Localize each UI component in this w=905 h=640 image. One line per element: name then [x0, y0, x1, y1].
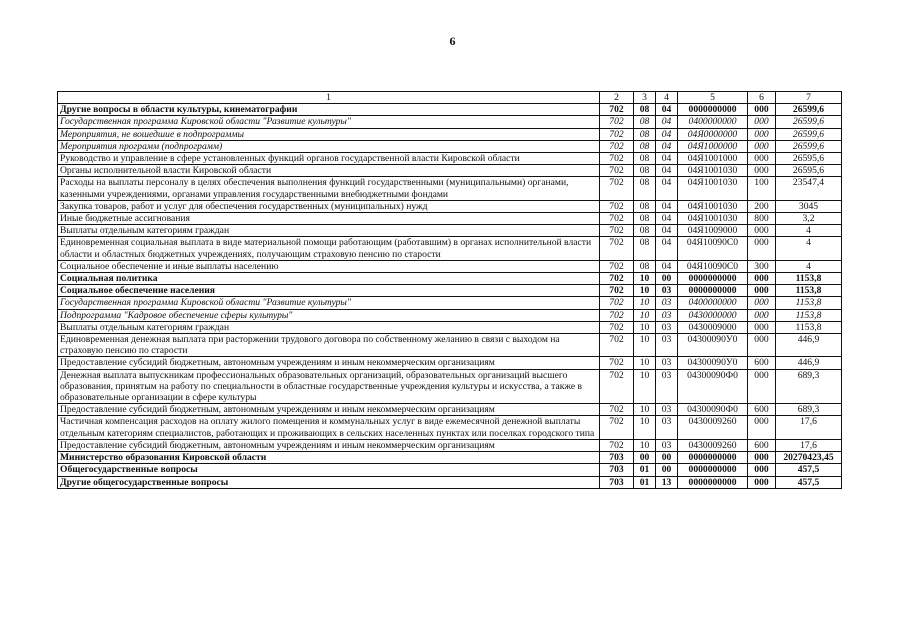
row-expense-type-cell: 100 [748, 177, 776, 200]
row-target-article-cell: 0430009260 [678, 439, 748, 451]
row-section-cell: 10 [634, 416, 656, 439]
row-ministry-code-cell: 702 [600, 225, 634, 237]
row-target-article-cell: 04300090У0 [678, 334, 748, 357]
row-subsection-cell: 03 [656, 309, 678, 321]
row-expense-type-cell: 600 [748, 404, 776, 416]
row-expense-type-cell: 000 [748, 309, 776, 321]
table-row [58, 140, 842, 152]
row-ministry-code-cell: 702 [600, 285, 634, 297]
row-expense-type-cell: 000 [748, 464, 776, 476]
row-section-cell: 10 [634, 404, 656, 416]
row-amount-cell: 1153,8 [776, 297, 842, 309]
row-ministry-code-cell: 702 [600, 140, 634, 152]
row-ministry-code-cell: 702 [600, 260, 634, 272]
row-section-cell: 08 [634, 140, 656, 152]
row-section-cell: 10 [634, 309, 656, 321]
row-section-cell: 08 [634, 165, 656, 177]
row-ministry-code-cell: 702 [600, 200, 634, 212]
row-section-cell: 08 [634, 213, 656, 225]
row-subsection-cell: 04 [656, 116, 678, 128]
row-expense-type-cell: 000 [748, 334, 776, 357]
row-ministry-code-cell: 702 [600, 369, 634, 404]
row-name-cell: Государственная программа Кировской области "Развитие культуры" [58, 116, 600, 128]
row-amount-cell: 689,3 [776, 369, 842, 404]
row-amount-cell: 17,6 [776, 416, 842, 439]
table-row [58, 237, 842, 260]
row-section-cell: 10 [634, 297, 656, 309]
budget-table [57, 91, 842, 489]
row-target-article-cell: 0400000000 [678, 297, 748, 309]
row-ministry-code-cell: 702 [600, 177, 634, 200]
row-target-article-cell: 04Я1001030 [678, 177, 748, 200]
row-amount-cell: 26595,6 [776, 153, 842, 165]
row-amount-cell: 4 [776, 237, 842, 260]
row-target-article-cell: 04Я1001030 [678, 165, 748, 177]
row-subsection-cell: 04 [656, 260, 678, 272]
row-amount-cell: 26599,6 [776, 140, 842, 152]
table-row [58, 404, 842, 416]
row-expense-type-cell: 000 [748, 225, 776, 237]
row-subsection-cell: 04 [656, 200, 678, 212]
table-row [58, 225, 842, 237]
row-subsection-cell: 03 [656, 285, 678, 297]
row-subsection-cell: 04 [656, 213, 678, 225]
table-row [58, 369, 842, 404]
row-target-article-cell: 04Я1009000 [678, 225, 748, 237]
table-row [58, 416, 842, 439]
row-amount-cell: 446,9 [776, 334, 842, 357]
row-name-cell: Министерство образования Кировской области [58, 452, 600, 464]
table-row [58, 285, 842, 297]
row-expense-type-cell: 600 [748, 357, 776, 369]
row-subsection-cell: 04 [656, 153, 678, 165]
row-name-cell: Единовременная денежная выплата при расторжении трудового договора по собственному желанию в связи с выходом на страховую пенсию по старости [58, 334, 600, 357]
row-subsection-cell: 03 [656, 439, 678, 451]
header-row [58, 92, 842, 104]
row-ministry-code-cell: 702 [600, 237, 634, 260]
row-subsection-cell: 03 [656, 416, 678, 439]
row-subsection-cell: 04 [656, 225, 678, 237]
row-subsection-cell: 04 [656, 165, 678, 177]
row-expense-type-cell: 000 [748, 104, 776, 116]
row-name-cell: Расходы на выплаты персоналу в целях обеспечения выполнения функций государственными (муниципальными) органами, казенными учреждениями, органами управления государственными внебюджетными фондами [58, 177, 600, 200]
page-number: 6 [449, 34, 456, 48]
row-section-cell: 00 [634, 452, 656, 464]
row-section-cell: 08 [634, 104, 656, 116]
table-row [58, 260, 842, 272]
table-row [58, 273, 842, 285]
row-section-cell: 08 [634, 116, 656, 128]
column-header: 2 [600, 92, 634, 104]
row-ministry-code-cell: 702 [600, 128, 634, 140]
row-target-article-cell: 04Я1000000 [678, 140, 748, 152]
row-expense-type-cell: 000 [748, 273, 776, 285]
row-section-cell: 10 [634, 273, 656, 285]
row-amount-cell: 1153,8 [776, 285, 842, 297]
row-subsection-cell: 03 [656, 297, 678, 309]
row-expense-type-cell: 200 [748, 200, 776, 212]
row-target-article-cell: 0430009260 [678, 416, 748, 439]
row-amount-cell: 17,6 [776, 439, 842, 451]
row-subsection-cell: 04 [656, 128, 678, 140]
row-target-article-cell: 04Я10090С0 [678, 260, 748, 272]
row-expense-type-cell: 800 [748, 213, 776, 225]
row-subsection-cell: 03 [656, 369, 678, 404]
row-amount-cell: 1153,8 [776, 321, 842, 333]
row-target-article-cell: 04Я0000000 [678, 128, 748, 140]
row-expense-type-cell: 000 [748, 476, 776, 488]
row-name-cell: Социальная политика [58, 273, 600, 285]
table-row [58, 309, 842, 321]
row-target-article-cell: 0400000000 [678, 116, 748, 128]
table-row [58, 452, 842, 464]
row-name-cell: Общегосударственные вопросы [58, 464, 600, 476]
row-section-cell: 10 [634, 369, 656, 404]
row-target-article-cell: 04Я1001030 [678, 213, 748, 225]
row-ministry-code-cell: 702 [600, 297, 634, 309]
column-header: 4 [656, 92, 678, 104]
row-subsection-cell: 03 [656, 357, 678, 369]
row-expense-type-cell: 000 [748, 369, 776, 404]
row-name-cell: Органы исполнительной власти Кировской области [58, 165, 600, 177]
row-ministry-code-cell: 702 [600, 439, 634, 451]
row-ministry-code-cell: 702 [600, 104, 634, 116]
row-section-cell: 10 [634, 285, 656, 297]
row-target-article-cell: 04300090Ф0 [678, 404, 748, 416]
column-header: 5 [678, 92, 748, 104]
row-amount-cell: 26599,6 [776, 128, 842, 140]
row-ministry-code-cell: 703 [600, 464, 634, 476]
row-name-cell: Социальное обеспечение и иные выплаты населению [58, 260, 600, 272]
row-name-cell: Единовременная социальная выплата в виде материальной помощи работающим (работавшим) в органах исполнительной власти области и областных бюджетных учреждениях, получающим страховую пенсию по старости [58, 237, 600, 260]
table-row [58, 334, 842, 357]
row-ministry-code-cell: 702 [600, 273, 634, 285]
column-header: 3 [634, 92, 656, 104]
row-expense-type-cell: 000 [748, 285, 776, 297]
row-name-cell: Мероприятия, не вошедшие в подпрограммы [58, 128, 600, 140]
table-row [58, 297, 842, 309]
row-name-cell: Предоставление субсидий бюджетным, автономным учреждениям и иным некоммерческим организациям [58, 404, 600, 416]
row-expense-type-cell: 000 [748, 237, 776, 260]
column-header: 1 [58, 92, 600, 104]
table-row [58, 439, 842, 451]
row-amount-cell: 457,5 [776, 476, 842, 488]
row-expense-type-cell: 000 [748, 140, 776, 152]
row-expense-type-cell: 000 [748, 416, 776, 439]
row-name-cell: Выплаты отдельным категориям граждан [58, 225, 600, 237]
row-target-article-cell: 0000000000 [678, 285, 748, 297]
row-target-article-cell: 0430009000 [678, 321, 748, 333]
row-name-cell: Закупка товаров, работ и услуг для обеспечения государственных (муниципальных) нужд [58, 200, 600, 212]
row-target-article-cell: 0000000000 [678, 104, 748, 116]
column-header: 6 [748, 92, 776, 104]
row-subsection-cell: 00 [656, 464, 678, 476]
row-target-article-cell: 04Я1001000 [678, 153, 748, 165]
row-ministry-code-cell: 703 [600, 452, 634, 464]
row-section-cell: 08 [634, 177, 656, 200]
table-row [58, 464, 842, 476]
row-expense-type-cell: 600 [748, 439, 776, 451]
row-amount-cell: 457,5 [776, 464, 842, 476]
row-target-article-cell: 0000000000 [678, 476, 748, 488]
row-expense-type-cell: 300 [748, 260, 776, 272]
table-row [58, 213, 842, 225]
row-amount-cell: 446,9 [776, 357, 842, 369]
row-ministry-code-cell: 702 [600, 357, 634, 369]
row-ministry-code-cell: 702 [600, 153, 634, 165]
row-target-article-cell: 04300090Ф0 [678, 369, 748, 404]
row-name-cell: Выплаты отдельным категориям граждан [58, 321, 600, 333]
row-subsection-cell: 00 [656, 273, 678, 285]
row-name-cell: Другие вопросы в области культуры, кинематографии [58, 104, 600, 116]
row-ministry-code-cell: 702 [600, 213, 634, 225]
row-subsection-cell: 00 [656, 452, 678, 464]
row-amount-cell: 689,3 [776, 404, 842, 416]
row-amount-cell: 26599,6 [776, 104, 842, 116]
row-target-article-cell: 0430000000 [678, 309, 748, 321]
row-subsection-cell: 03 [656, 334, 678, 357]
row-amount-cell: 20270423,45 [776, 452, 842, 464]
row-subsection-cell: 13 [656, 476, 678, 488]
row-ministry-code-cell: 702 [600, 321, 634, 333]
row-amount-cell: 1153,8 [776, 309, 842, 321]
row-section-cell: 10 [634, 439, 656, 451]
row-expense-type-cell: 000 [748, 128, 776, 140]
table-row [58, 321, 842, 333]
row-name-cell: Мероприятия программ (подпрограмм) [58, 140, 600, 152]
column-header: 7 [776, 92, 842, 104]
table-row [58, 104, 842, 116]
row-section-cell: 01 [634, 476, 656, 488]
row-section-cell: 08 [634, 237, 656, 260]
table-row [58, 165, 842, 177]
row-section-cell: 10 [634, 357, 656, 369]
row-target-article-cell: 0000000000 [678, 452, 748, 464]
table-row [58, 476, 842, 488]
row-target-article-cell: 04300090У0 [678, 357, 748, 369]
row-ministry-code-cell: 702 [600, 334, 634, 357]
row-section-cell: 08 [634, 225, 656, 237]
row-expense-type-cell: 000 [748, 297, 776, 309]
row-subsection-cell: 04 [656, 177, 678, 200]
row-name-cell: Подпрограмма "Кадровое обеспечение сферы культуры" [58, 309, 600, 321]
table-row [58, 128, 842, 140]
row-name-cell: Другие общегосударственные вопросы [58, 476, 600, 488]
row-subsection-cell: 03 [656, 404, 678, 416]
row-amount-cell: 4 [776, 260, 842, 272]
row-name-cell: Государственная программа Кировской области "Развитие культуры" [58, 297, 600, 309]
row-expense-type-cell: 000 [748, 452, 776, 464]
row-name-cell: Иные бюджетные ассигнования [58, 213, 600, 225]
row-amount-cell: 26599,6 [776, 116, 842, 128]
table-row [58, 153, 842, 165]
row-subsection-cell: 04 [656, 237, 678, 260]
row-name-cell: Предоставление субсидий бюджетным, автономным учреждениям и иным некоммерческим организациям [58, 357, 600, 369]
row-name-cell: Частичная компенсация расходов на оплату жилого помещения и коммунальных услуг в виде ежемесячной денежной выплаты отдельным категориям специалистов, работающих и проживающих в сельских населенных пунктах или поселках городского типа [58, 416, 600, 439]
table-row [58, 177, 842, 200]
row-amount-cell: 4 [776, 225, 842, 237]
row-section-cell: 01 [634, 464, 656, 476]
row-amount-cell: 23547,4 [776, 177, 842, 200]
row-amount-cell: 3,2 [776, 213, 842, 225]
row-target-article-cell: 04Я1001030 [678, 200, 748, 212]
row-section-cell: 08 [634, 200, 656, 212]
row-ministry-code-cell: 702 [600, 309, 634, 321]
row-ministry-code-cell: 702 [600, 404, 634, 416]
row-amount-cell: 26595,6 [776, 165, 842, 177]
row-expense-type-cell: 000 [748, 116, 776, 128]
row-ministry-code-cell: 703 [600, 476, 634, 488]
table-row [58, 200, 842, 212]
row-amount-cell: 1153,8 [776, 273, 842, 285]
row-section-cell: 08 [634, 260, 656, 272]
row-name-cell: Денежная выплата выпускникам профессиональных образовательных организаций, образовательных организаций высшего образования, принятым на работу по специальности в областные государственные учреждения культуры и искусства, а также в образовательные организации в сфере культуры [58, 369, 600, 404]
row-target-article-cell: 04Я10090С0 [678, 237, 748, 260]
row-target-article-cell: 0000000000 [678, 273, 748, 285]
row-name-cell: Предоставление субсидий бюджетным, автономным учреждениям и иным некоммерческим организациям [58, 439, 600, 451]
row-ministry-code-cell: 702 [600, 116, 634, 128]
row-subsection-cell: 04 [656, 140, 678, 152]
row-section-cell: 10 [634, 334, 656, 357]
row-ministry-code-cell: 702 [600, 416, 634, 439]
row-section-cell: 08 [634, 128, 656, 140]
row-expense-type-cell: 000 [748, 321, 776, 333]
row-subsection-cell: 04 [656, 104, 678, 116]
row-name-cell: Социальное обеспечение населения [58, 285, 600, 297]
table-row [58, 116, 842, 128]
row-name-cell: Руководство и управление в сфере установленных функций органов государственной власти Кировской области [58, 153, 600, 165]
row-section-cell: 08 [634, 153, 656, 165]
row-section-cell: 10 [634, 321, 656, 333]
row-expense-type-cell: 000 [748, 153, 776, 165]
row-ministry-code-cell: 702 [600, 165, 634, 177]
row-subsection-cell: 03 [656, 321, 678, 333]
table-row [58, 357, 842, 369]
row-expense-type-cell: 000 [748, 165, 776, 177]
row-amount-cell: 3045 [776, 200, 842, 212]
row-target-article-cell: 0000000000 [678, 464, 748, 476]
